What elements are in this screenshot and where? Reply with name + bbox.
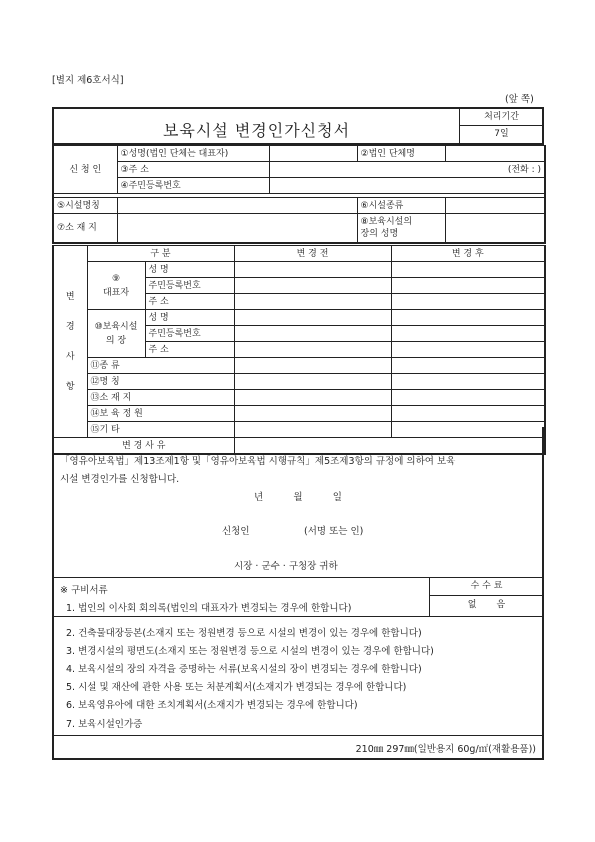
facility-name-label: ⑤시설명칭 — [53, 198, 117, 214]
page-side: (앞 쪽) — [505, 94, 534, 105]
title-block — [52, 107, 544, 145]
declaration-block — [52, 427, 544, 577]
item-name-label: ⑫명 칭 — [87, 374, 234, 390]
item-type-before[interactable] — [234, 358, 391, 374]
item-capacity-before[interactable] — [234, 406, 391, 422]
head-name-label: 성 명 — [145, 310, 234, 326]
doc-item-5: 5. 시설 및 재산에 관한 사용 또는 처분계획서(소재지가 변경되는 경우에 한합니다) — [66, 682, 407, 693]
head-label: ⑩보육시설 의 장 — [87, 310, 145, 358]
changes-table — [52, 245, 546, 455]
processing-label: 처리기간 — [460, 109, 543, 126]
address-label: ③주 소 — [117, 162, 269, 178]
bottom-divider — [54, 735, 542, 736]
applicant-label: 신 청 인 — [53, 146, 117, 194]
name-label: ①성명(법인 단체는 대표자) — [117, 146, 269, 162]
signature-label: (서명 또는 인) — [304, 526, 364, 537]
form-title: 보육시설 변경인가신청서 — [162, 121, 351, 140]
address-field[interactable] — [269, 162, 545, 178]
fee-value: 없 음 — [467, 600, 506, 610]
rep-name-after[interactable] — [391, 262, 545, 278]
facility-type-label: ⑥시설종류 — [357, 198, 445, 214]
fee-box — [429, 578, 543, 616]
head-address-after[interactable] — [391, 342, 545, 358]
col-before: 변 경 전 — [234, 246, 391, 262]
declaration-line2: 시설 변경인가를 신청합니다. — [60, 474, 180, 485]
paper-spec: 210㎜ 297㎜(일반용지 60g/㎡(재활용품)) — [355, 744, 536, 755]
processing-value: 7일 — [494, 129, 509, 139]
item-other-label: ⑮기 타 — [87, 422, 234, 438]
head-idnum-before[interactable] — [234, 326, 391, 342]
date-line: 년 월 일 — [254, 492, 342, 503]
doc-item-2: 2. 건축물대장등본(소재지 또는 정원변경 등으로 시설의 변경이 있는 경우에 한합니다) — [66, 628, 422, 639]
declaration-line1: 「영유아보육법」제13조제1항 및「영유아보육법 시행규칙」제5조제3항의 규정에 의하여 보육 — [60, 456, 456, 467]
divider — [54, 616, 542, 617]
head-name-label: ⑧보육시설의 장의 성명 — [357, 214, 445, 244]
rep-address-label: 주 소 — [145, 294, 234, 310]
corp-label: ②법인 단체명 — [357, 146, 445, 162]
applicant-sign-label: 신청인 — [222, 526, 250, 537]
rep-label: ⑨ 대표자 — [87, 262, 145, 310]
item-location-label: ⑬소 재 지 — [87, 390, 234, 406]
corp-field[interactable] — [445, 146, 545, 162]
rep-idnum-label: 주민등록번호 — [145, 278, 234, 294]
applicant-table — [52, 145, 546, 244]
rep-idnum-after[interactable] — [391, 278, 545, 294]
head-name-before[interactable] — [234, 310, 391, 326]
item-name-after[interactable] — [391, 374, 545, 390]
rep-idnum-before[interactable] — [234, 278, 391, 294]
col-after: 변 경 후 — [391, 246, 545, 262]
rep-name-before[interactable] — [234, 262, 391, 278]
head-name-after[interactable] — [391, 310, 545, 326]
facility-type-field[interactable] — [445, 198, 545, 214]
rep-address-after[interactable] — [391, 294, 545, 310]
item-name-before[interactable] — [234, 374, 391, 390]
item-type-label: ⑪종 류 — [87, 358, 234, 374]
col-category: 구 분 — [87, 246, 234, 262]
doc-item-4: 4. 보육시설의 장의 자격을 증명하는 서류(보육시설의 장이 변경되는 경우에 한합니다) — [66, 664, 422, 675]
recipient: 시장 · 군수 · 구청장 귀하 — [234, 561, 338, 572]
documents-block — [52, 577, 544, 760]
rep-name-label: 성 명 — [145, 262, 234, 278]
rep-address-before[interactable] — [234, 294, 391, 310]
reason-label: 변 경 사 유 — [53, 438, 234, 455]
head-name-field[interactable] — [445, 214, 545, 244]
changes-side-label: 변 경 사 항 — [53, 246, 87, 438]
location-label: ⑦소 재 지 — [53, 214, 117, 244]
phone-label: (전화 : ) — [507, 164, 541, 175]
name-field[interactable] — [269, 146, 357, 162]
item-capacity-label: ⑭보 육 정 원 — [87, 406, 234, 422]
idnum-field[interactable] — [269, 178, 545, 194]
head-address-label: 주 소 — [145, 342, 234, 358]
facility-name-field[interactable] — [117, 198, 357, 214]
item-type-after[interactable] — [391, 358, 545, 374]
doc-item-7: 7. 보육시설인가증 — [66, 719, 143, 730]
doc-item-3: 3. 변경시설의 평면도(소재지 또는 정원변경 등으로 시설의 변경이 있는 경우에 한합니다) — [66, 646, 434, 657]
location-field[interactable] — [117, 214, 357, 244]
head-idnum-label: 주민등록번호 — [145, 326, 234, 342]
head-address-before[interactable] — [234, 342, 391, 358]
doc-item-6: 6. 보육영유아에 대한 조치계획서(소재지가 변경되는 경우에 한합니다) — [66, 700, 358, 711]
item-capacity-after[interactable] — [391, 406, 545, 422]
head-idnum-after[interactable] — [391, 326, 545, 342]
form-code: [별지 제6호서식] — [52, 75, 124, 86]
item-location-before[interactable] — [234, 390, 391, 406]
doc-item-1: 1. 법인의 이사회 회의록(법인의 대표자가 변경되는 경우에 한합니다) — [66, 603, 352, 614]
processing-box — [459, 109, 543, 143]
fee-label: 수 수 료 — [430, 578, 543, 596]
documents-header: ※ 구비서류 — [60, 585, 108, 596]
idnum-label: ④주민등록번호 — [117, 178, 269, 194]
item-location-after[interactable] — [391, 390, 545, 406]
